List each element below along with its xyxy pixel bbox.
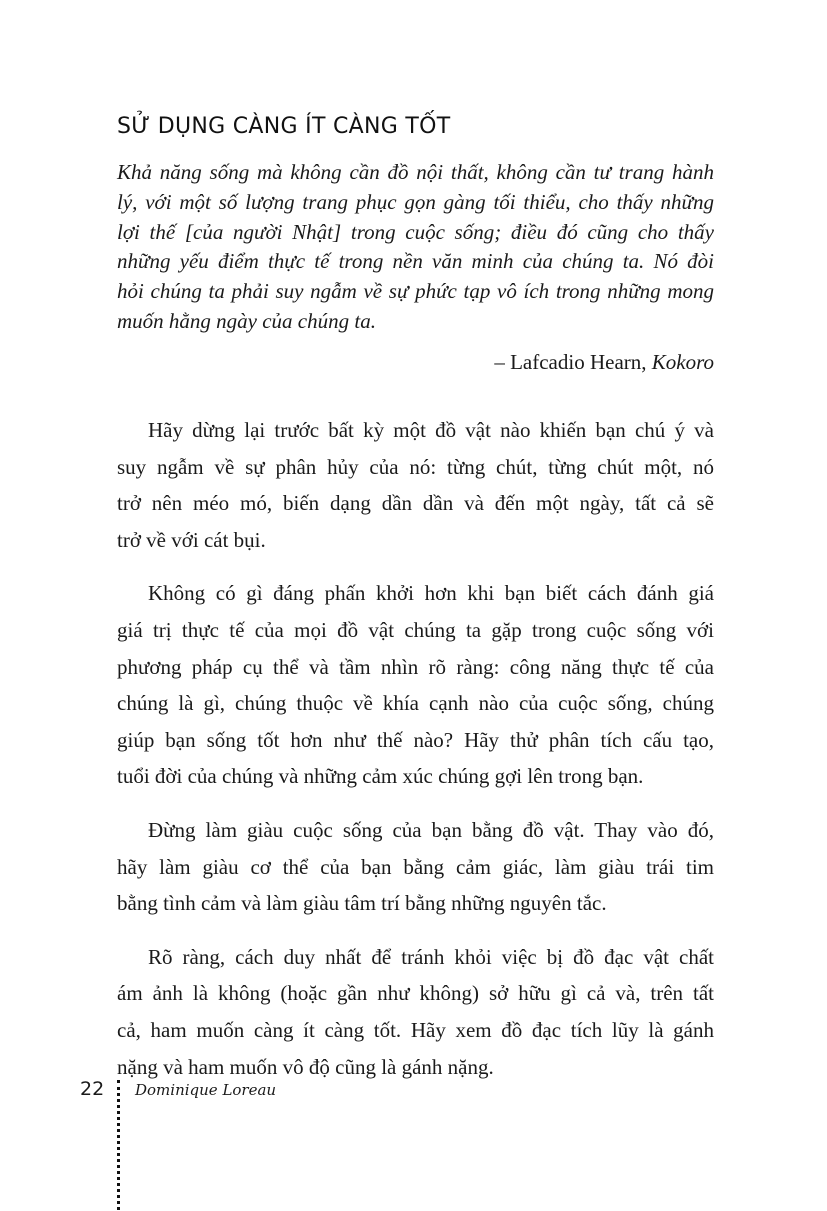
attribution-work: Kokoro <box>651 350 714 374</box>
text-line: những yếu điểm thực tế trong nền văn minh của chúng ta. Nó đòi <box>117 249 714 274</box>
body-text <box>117 412 714 1102</box>
text-line: cả, ham muốn càng ít càng tốt. Hãy xem đồ đạc tích lũy là gánh <box>117 1017 714 1042</box>
text-line: hỏi chúng ta phải suy ngẫm về sự phức tạp vô ích trong những mong <box>117 279 714 304</box>
section-title: SỬ DỤNG CÀNG ÍT CÀNG TỐT <box>117 114 451 139</box>
attribution-author: – Lafcadio Hearn, <box>494 350 652 374</box>
paragraph <box>117 575 714 795</box>
text-line: trở về với cát bụi. <box>117 527 266 552</box>
text-line: Khả năng sống mà không cần đồ nội thất, không cần tư trang hành <box>117 160 714 184</box>
text-line: chúng là gì, chúng thuộc về khía cạnh nào của cuộc sống, chúng <box>117 691 714 716</box>
text-line: hãy làm giàu cơ thể của bạn bằng cảm giác, làm giàu trái tim <box>117 854 714 879</box>
paragraph <box>117 939 714 1085</box>
running-footer-author: Dominique Loreau <box>135 1081 277 1099</box>
text-line: nặng và ham muốn vô độ cũng là gánh nặng. <box>117 1054 494 1079</box>
text-line: giúp bạn sống tốt hơn như thế nào? Hãy thử phân tích cấu tạo, <box>117 727 714 752</box>
epigraph <box>117 158 714 337</box>
paragraph <box>117 412 714 558</box>
text-line: giá trị thực tế của mọi đồ vật chúng ta gặp trong cuộc sống với <box>117 617 714 642</box>
text-line: muốn hằng ngày của chúng ta. <box>117 308 376 333</box>
epigraph-attribution <box>494 350 714 375</box>
text-line: Hãy dừng lại trước bất kỳ một đồ vật nào khiến bạn chú ý và <box>148 418 714 442</box>
text-line: bằng tình cảm và làm giàu tâm trí bằng những nguyên tắc. <box>117 891 607 916</box>
text-line: phương pháp cụ thể và tầm nhìn rõ ràng: công năng thực tế của <box>117 654 714 679</box>
text-line: suy ngẫm về sự phân hủy của nó: từng chút, từng chút một, nó <box>117 454 714 479</box>
text-line: lợi thế [của người Nhật] trong cuộc sống; điều đó cũng cho thấy <box>117 219 714 244</box>
text-line: Không có gì đáng phấn khởi hơn khi bạn biết cách đánh giá <box>148 581 714 606</box>
text-line: lý, với một số lượng trang phục gọn gàng tối thiểu, cho thấy những <box>117 189 714 214</box>
text-line: trở nên méo mó, biến dạng dần dần và đến một ngày, tất cả sẽ <box>117 491 714 516</box>
text-line: tuổi đời của chúng và những cảm xúc chúng gợi lên trong bạn. <box>117 764 644 789</box>
text-line: Rõ ràng, cách duy nhất để tránh khỏi việc bị đồ đạc vật chất <box>148 944 714 969</box>
dotted-divider <box>117 1080 120 1210</box>
paragraph <box>117 812 714 922</box>
text-line: Đừng làm giàu cuộc sống của bạn bằng đồ vật. Thay vào đó, <box>148 817 714 842</box>
text-line: ám ảnh là không (hoặc gần như không) sở hữu gì cả và, trên tất <box>117 981 714 1006</box>
page-number: 22 <box>80 1078 105 1100</box>
